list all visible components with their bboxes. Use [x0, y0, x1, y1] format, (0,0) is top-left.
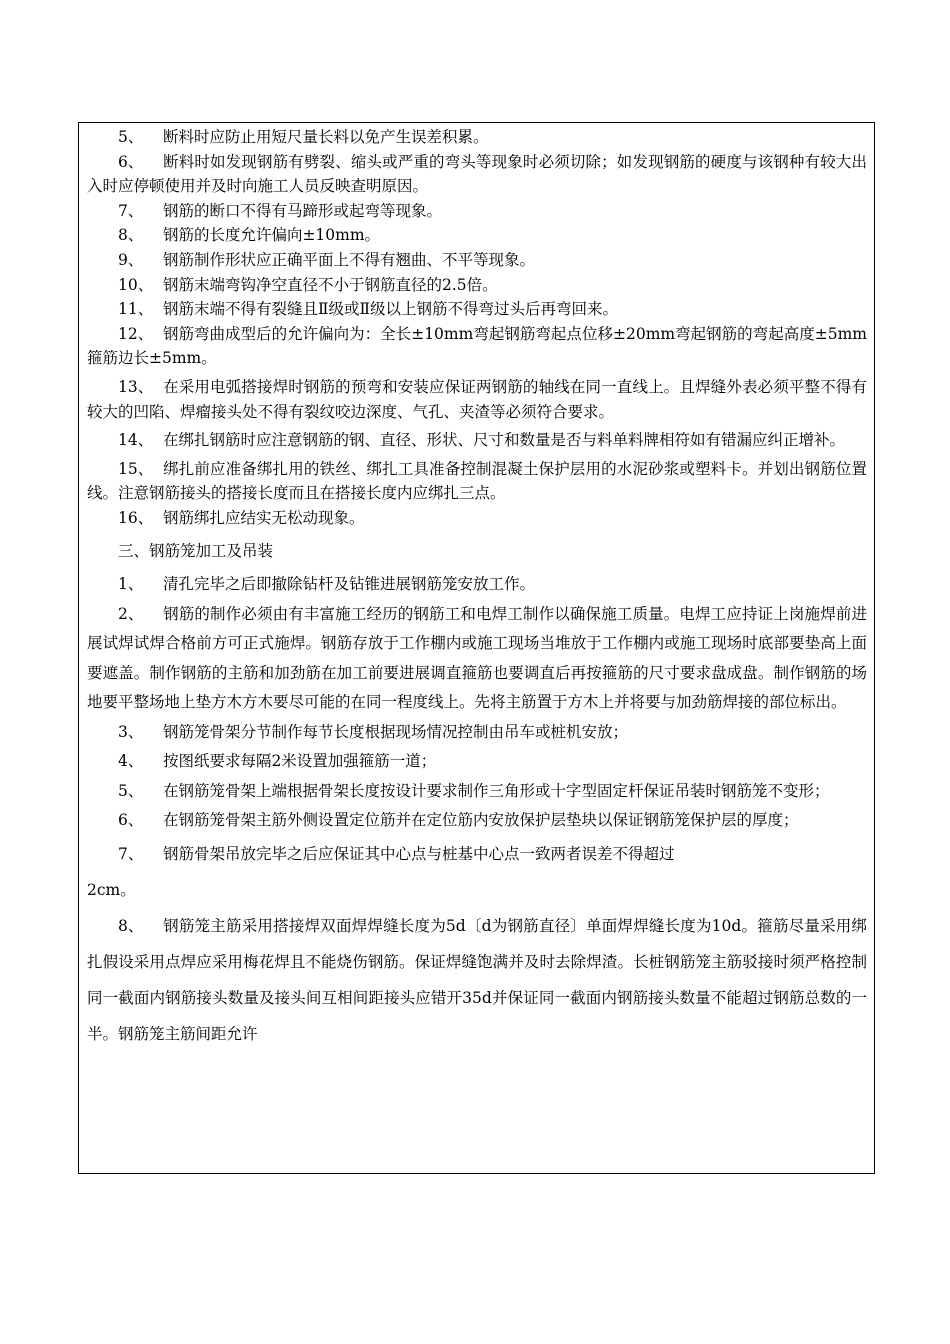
- section-cage-hoisting: [87, 836, 867, 1052]
- paragraph-item: 5、 在钢筋笼骨架上端根据骨架长度按设计要求制作三角形或十字型固定杆保证吊装时钢筋笼不变形；: [118, 781, 830, 800]
- paragraph-item: 8、 钢筋笼主筋采用搭接焊双面焊焊缝长度为5d〔d为钢筋直径〕单面焊焊缝长度为10d。箍筋尽量采用绑扎假设采用点焊应采用梅花焊且不能烧伤钢筋。保证焊缝饱满并及时去除焊渣。长桩钢筋笼主筋驳接时须严格控制同一截面内钢筋接头数量及接头间互相间距接头应错开35d并保证同一截面内钢筋接头数量不能超过钢筋总数的一半。钢筋笼主筋间距允许: [87, 916, 867, 1043]
- paragraph-item: 16、 钢筋绑扎应结实无松动现象。: [118, 508, 365, 527]
- section-heading: 三、钢筋笼加工及吊装: [118, 541, 274, 560]
- paragraph-item: 7、 钢筋骨架吊放完毕之后应保证其中心点与桩基中心点一致两者误差不得超过: [118, 844, 675, 863]
- section-cage-processing: [87, 537, 867, 836]
- paragraph-item: 5、 断料时应防止用短尺量长料以免产生误差积累。: [118, 128, 489, 146]
- paragraph-item: 9、 钢筋制作形状应正确平面上不得有翘曲、不平等现象。: [118, 250, 535, 269]
- paragraph-item: 8、 钢筋的长度允许偏向±10mm。: [118, 226, 381, 245]
- paragraph-item: 4、 按图纸要求每隔2米设置加强箍筋一道；: [118, 752, 437, 770]
- paragraph-item: 14、 在绑扎钢筋时应注意钢筋的钢、直径、形状、尺寸和数量是否与料单料牌相符如有错漏应纠正增补。: [118, 431, 845, 450]
- document-frame: [78, 122, 875, 1174]
- document-content: [87, 125, 867, 1052]
- paragraph-item: 13、 在采用电弧搭接焊时钢筋的预弯和安装应保证两钢筋的轴线在同一直线上。且焊缝外表必须平整不得有较大的凹陷、焊瘤接头处不得有裂纹咬边深度、气孔、夹渣等必须符合要求。: [87, 377, 867, 421]
- paragraph-item: 11、 钢筋末端不得有裂缝且Ⅱ级或Ⅱ级以上钢筋不得弯过头后再弯回来。: [118, 300, 619, 319]
- paragraph-item: 15、 绑扎前应准备绑扎用的铁丝、绑扎工具准备控制混凝土保护层用的水泥砂浆或塑料卡。并划出钢筋位置线。注意钢筋接头的搭接长度而且在搭接长度内应绑扎三点。: [87, 459, 867, 503]
- paragraph-item: 6、 断料时如发现钢筋有劈裂、缩头或严重的弯头等现象时必须切除；如发现钢筋的硬度与该钢种有较大出入时应停顿使用并及时向施工人员反映查明原因。: [87, 152, 867, 196]
- paragraph-item: 10、 钢筋末端弯钩净空直径不小于钢筋直径的2.5倍。: [118, 275, 498, 294]
- paragraph-item: 6、 在钢筋笼骨架主筋外侧设置定位筋并在定位筋内安放保护层垫块以保证钢筋笼保护层的厚度；: [118, 811, 799, 829]
- paragraph-item: 3、 钢筋笼骨架分节制作每节长度根据现场情况控制由吊车或桩机安放；: [118, 722, 628, 741]
- paragraph-item: 7、 钢筋的断口不得有马蹄形或起弯等现象。: [118, 201, 442, 220]
- paragraph-item: 1、 清孔完毕之后即撤除钻杆及钻锥进展钢筋笼安放工作。: [118, 575, 535, 593]
- section-rebar-cutting: [87, 125, 867, 531]
- paragraph-continuation: 2cm。: [87, 880, 136, 899]
- paragraph-item: 2、 钢筋的制作必须由有丰富施工经历的钢筋工和电焊工制作以确保施工质量。电焊工应持证上岗施焊前进展试焊试焊合格前方可正式施焊。钢筋存放于工作棚内或施工现场当堆放于工作棚内或施工现场时底部要垫高上面要遮盖。制作钢筋的主筋和加劲筋在加工前要进展调直箍筋也要调直后再按箍筋的尺寸要求盘成盘。制作钢筋的场地要平整场地上垫方木方木要尽可能的在同一程度线上。先将主筋置于方木上并将要与加劲筋焊接的部位标出。: [87, 604, 867, 711]
- paragraph-item: 12、 钢筋弯曲成型后的允许偏向为：全长±10mm弯起钢筋弯起点位移±20mm弯起钢筋的弯起高度±5mm箍筋边长±5mm。: [87, 324, 867, 368]
